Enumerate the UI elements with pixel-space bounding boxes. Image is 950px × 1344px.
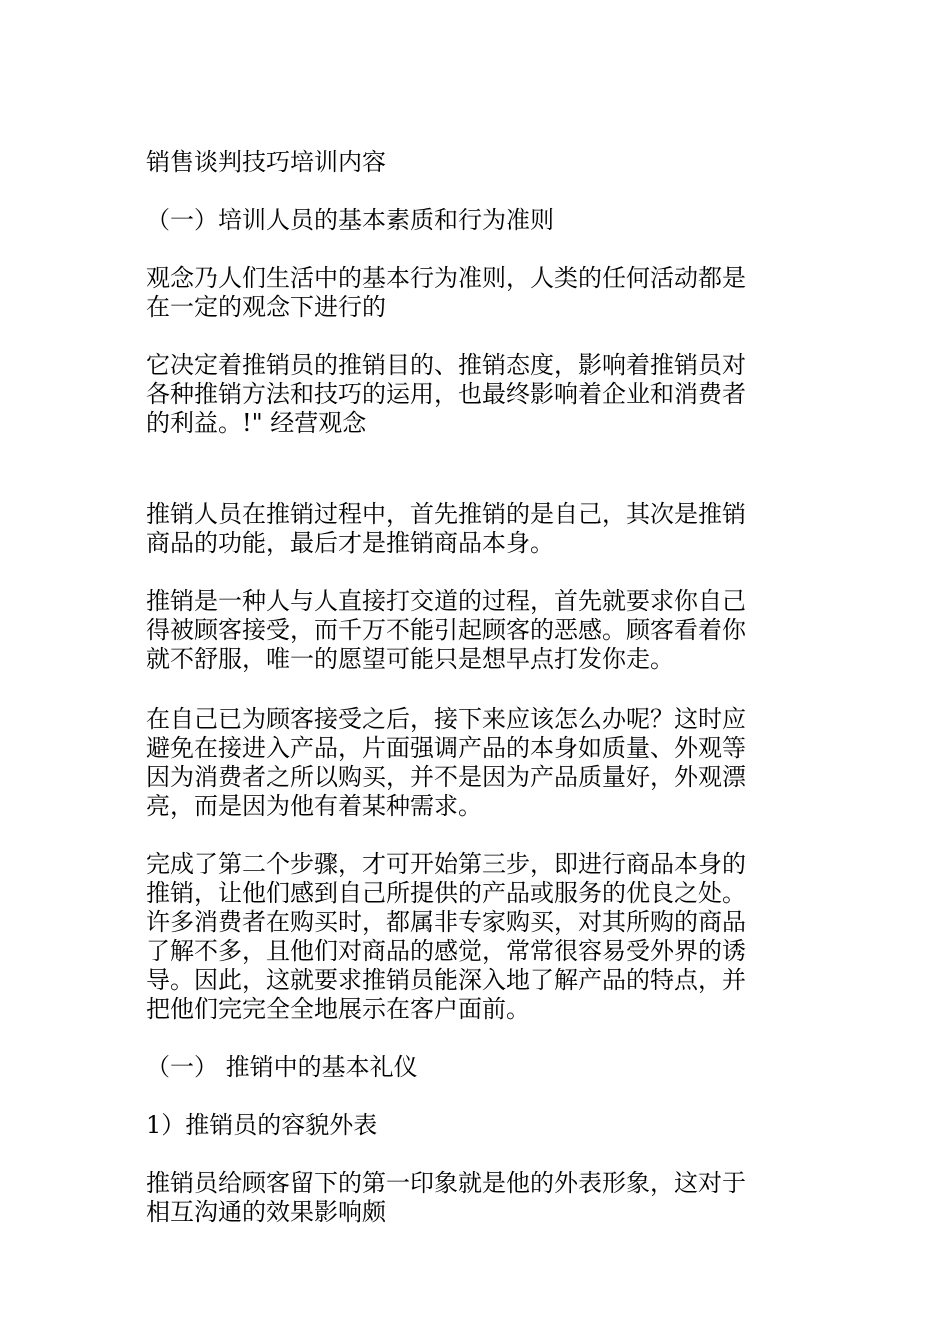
paragraph-after-acceptance: 在自己已为顾客接受之后，接下来应该怎么办呢？这时应 避免在接进入产品，片面强调产品的本身如质量、外观等 因为消费者之所以购买，并不是因为产品质量好，外观漂 亮，而是因为他有着某种需求。	[146, 705, 746, 820]
paragraph-accepted-by-customer: 推销是一种人与人直接打交道的过程，首先就要求你自己 得被顾客接受，而千万不能引起顾客的恶感。顾客看着你 就不舒服，唯一的愿望可能只是想早点打发你走。	[146, 587, 746, 673]
subsection-heading-appearance: 1）推销员的容貌外表	[146, 1111, 378, 1139]
paragraph-first-impression: 推销员给顾客留下的第一印象就是他的外表形象，这对于 相互沟通的效果影响颇	[146, 1169, 746, 1226]
document-title: 销售谈判技巧培训内容	[146, 148, 386, 176]
paragraph-third-step: 完成了第二个步骤，才可开始第三步，即进行商品本身的 推销，让他们感到自己所提供的产品或服务的优良之处。 许多消费者在购买时，都属非专家购买，对其所购的商品 了解不多，且他们对商品的感觉，常常很容易受外界的诱 导。因此，这就要求推销员能深入地了解产品的特点，并 把他们完完全全地展示在客户面前。	[146, 850, 746, 1023]
paragraph-concept: 观念乃人们生活中的基本行为准则，人类的任何活动都是 在一定的观念下进行的	[146, 264, 746, 321]
paragraph-sell-yourself: 推销人员在推销过程中，首先推销的是自己，其次是推销 商品的功能，最后才是推销商品本身。	[146, 500, 746, 557]
section-heading-basic-qualities: （一）培训人员的基本素质和行为准则	[146, 206, 554, 234]
paragraph-decision: 它决定着推销员的推销目的、推销态度，影响着推销员对 各种推销方法和技巧的运用，也最终影响着企业和消费者 的利益。!" 经营观念	[146, 351, 746, 437]
section-heading-etiquette: （一） 推销中的基本礼仪	[146, 1053, 418, 1081]
